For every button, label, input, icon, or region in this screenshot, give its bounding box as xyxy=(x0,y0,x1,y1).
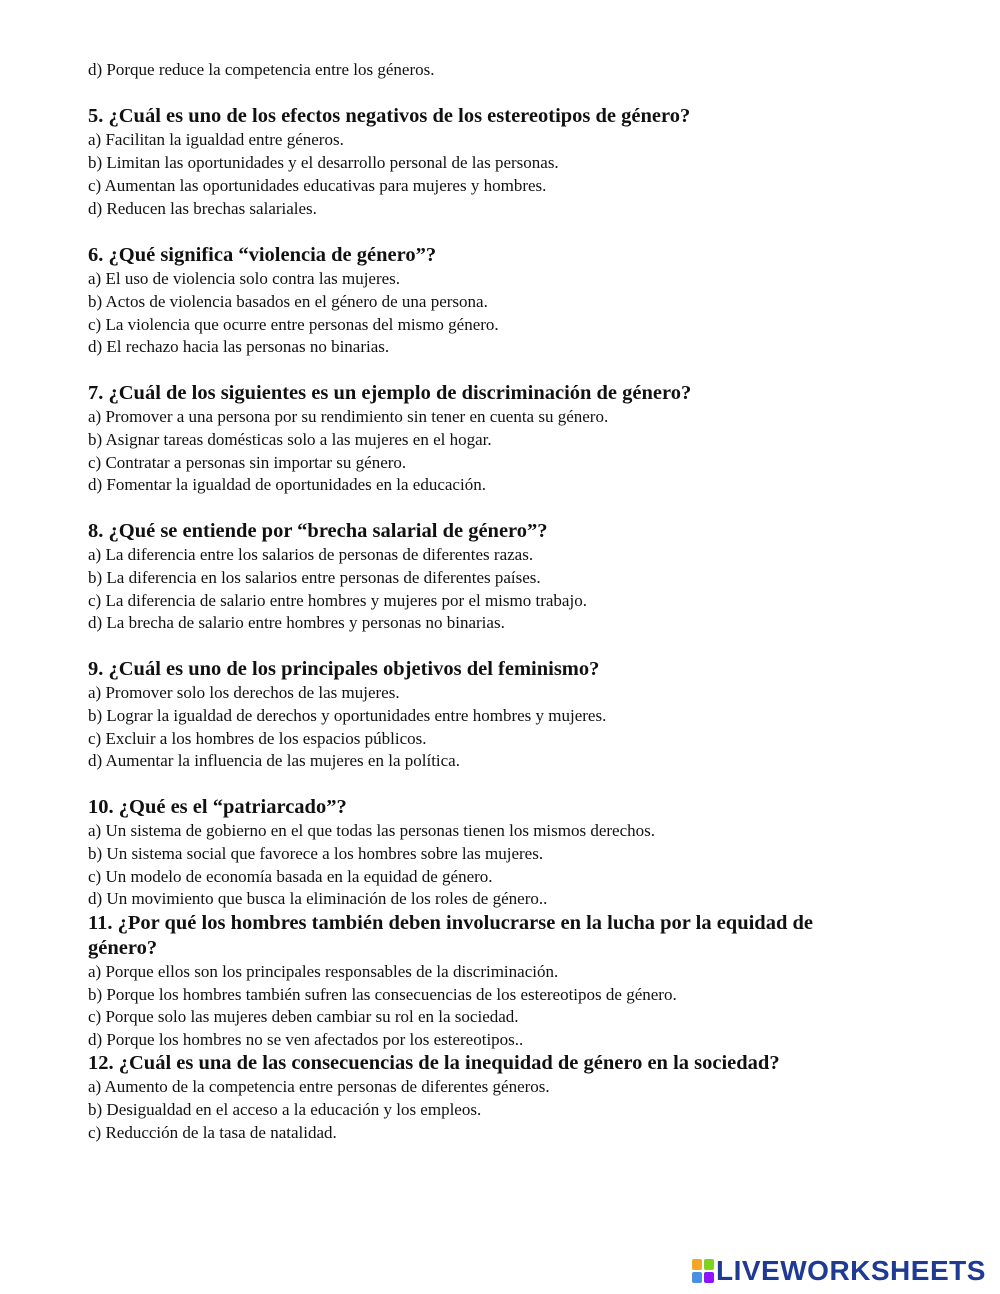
option-q10-d: d) Un movimiento que busca la eliminación de los roles de género.. xyxy=(88,889,548,908)
option-q12-c: c) Reducción de la tasa de natalidad. xyxy=(88,1123,337,1142)
option-q10-b: b) Un sistema social que favorece a los hombres sobre las mujeres. xyxy=(88,844,544,863)
option-q9-d: d) Aumentar la influencia de las mujeres en la política. xyxy=(88,751,460,770)
option-q11-d: d) Porque los hombres no se ven afectados por los estereotipos.. xyxy=(88,1030,524,1049)
option-q5-c: c) Aumentan las oportunidades educativas para mujeres y hombres. xyxy=(88,176,547,195)
option-q11-a: a) Porque ellos son los principales responsables de la discriminación. xyxy=(88,962,559,981)
question-7-title: 7. ¿Cuál de los siguientes es un ejemplo de discriminación de género? xyxy=(88,382,692,404)
option-q12-b: b) Desigualdad en el acceso a la educación y los empleos. xyxy=(88,1100,482,1119)
option-q9-a: a) Promover solo los derechos de las mujeres. xyxy=(88,683,400,702)
question-9-title: 9. ¿Cuál es uno de los principales objetivos del feminismo? xyxy=(88,658,600,680)
option-q8-c: c) La diferencia de salario entre hombres y mujeres por el mismo trabajo. xyxy=(88,591,587,610)
question-12-title: 12. ¿Cuál es una de las consecuencias de la inequidad de género en la sociedad? xyxy=(88,1052,780,1074)
option-q5-a: a) Facilitan la igualdad entre géneros. xyxy=(88,130,344,149)
option-q6-b: b) Actos de violencia basados en el género de una persona. xyxy=(88,292,488,311)
option-q8-d: d) La brecha de salario entre hombres y personas no binarias. xyxy=(88,613,505,632)
option-q10-c: c) Un modelo de economía basada en la equidad de género. xyxy=(88,867,493,886)
option-q8-b: b) La diferencia en los salarios entre personas de diferentes países. xyxy=(88,568,541,587)
option-q10-a: a) Un sistema de gobierno en el que todas las personas tienen los mismos derechos. xyxy=(88,821,656,840)
option-q9-c: c) Excluir a los hombres de los espacios públicos. xyxy=(88,729,427,748)
question-11-title-line2: género? xyxy=(88,937,158,959)
option-q7-b: b) Asignar tareas domésticas solo a las mujeres en el hogar. xyxy=(88,430,492,449)
question-10-title: 10. ¿Qué es el “patriarcado”? xyxy=(88,796,347,818)
option-q7-c: c) Contratar a personas sin importar su género. xyxy=(88,453,407,472)
liveworksheets-logo-icon xyxy=(692,1259,714,1283)
question-5-title: 5. ¿Cuál es uno de los efectos negativos de los estereotipos de género? xyxy=(88,105,691,127)
option-q7-d: d) Fomentar la igualdad de oportunidades en la educación. xyxy=(88,475,486,494)
option-q5-d: d) Reducen las brechas salariales. xyxy=(88,199,317,218)
option-q7-a: a) Promover a una persona por su rendimiento sin tener en cuenta su género. xyxy=(88,407,609,426)
question-11-title-line1: 11. ¿Por qué los hombres también deben involucrarse en la lucha por la equidad de xyxy=(88,912,813,934)
option-q6-d: d) El rechazo hacia las personas no binarias. xyxy=(88,337,390,356)
option-q5-b: b) Limitan las oportunidades y el desarrollo personal de las personas. xyxy=(88,153,559,172)
option-q9-b: b) Lograr la igualdad de derechos y oportunidades entre hombres y mujeres. xyxy=(88,706,607,725)
question-8-title: 8. ¿Qué se entiende por “brecha salarial de género”? xyxy=(88,520,548,542)
option-q11-b: b) Porque los hombres también sufren las consecuencias de los estereotipos de género. xyxy=(88,985,677,1004)
option-q6-a: a) El uso de violencia solo contra las mujeres. xyxy=(88,269,401,288)
option-q4-d: d) Porque reduce la competencia entre los géneros. xyxy=(88,60,435,79)
question-6-title: 6. ¿Qué significa “violencia de género”? xyxy=(88,244,437,266)
liveworksheets-logo xyxy=(692,1256,986,1286)
option-q8-a: a) La diferencia entre los salarios de personas de diferentes razas. xyxy=(88,545,534,564)
option-q12-a: a) Aumento de la competencia entre personas de diferentes géneros. xyxy=(88,1077,550,1096)
option-q11-c: c) Porque solo las mujeres deben cambiar su rol en la sociedad. xyxy=(88,1007,519,1026)
option-q6-c: c) La violencia que ocurre entre personas del mismo género. xyxy=(88,315,499,334)
liveworksheets-logo-text: LIVEWORKSHEETS xyxy=(716,1255,986,1286)
